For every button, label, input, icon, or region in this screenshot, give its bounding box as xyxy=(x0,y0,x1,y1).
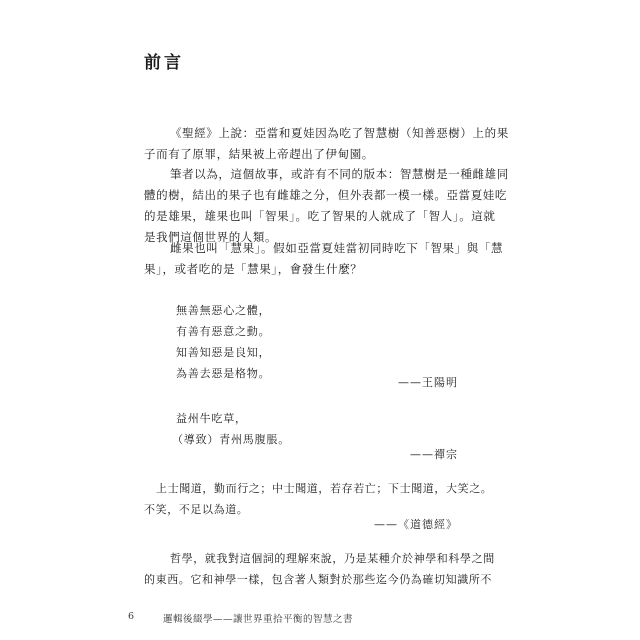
quote-line: 知善知惡是良知， xyxy=(176,346,271,359)
page-title: 前言 xyxy=(144,53,184,73)
page-number: 6 xyxy=(128,611,135,622)
paragraph-line: 筆者以為，這個故事，或許有不同的版本：智慧樹是一種雌雄同 xyxy=(170,167,509,181)
paragraph-1 xyxy=(144,123,509,165)
quote-line: 有善有惡意之動。 xyxy=(176,325,271,338)
paragraph-line: 《聖經》上說：亞當和夏娃因為吃了智慧樹（知善惡樹）上的果 xyxy=(170,126,509,140)
quote-zen xyxy=(172,408,496,450)
paragraph-line: 的東西。它和神學一樣，包含著人類對於那些迄今仍為確切知識所不 xyxy=(144,573,492,586)
quote-tao-te-ching xyxy=(144,478,496,520)
paragraph-line: 的是雄果，雄果也叫「智果」。吃了智果的人就成了「智人」。這就 xyxy=(144,209,496,223)
quote-line: 益州牛吃草， xyxy=(176,412,247,425)
quote-attribution: ——《道德經》 xyxy=(374,518,458,531)
paragraph-3 xyxy=(144,238,504,280)
paragraph-line: 果」，或者吃的是「慧果」，會發生什麼？ xyxy=(144,262,363,276)
quote-wang-yangming xyxy=(176,300,496,384)
quote-line: 無善無惡心之體， xyxy=(176,304,271,317)
quote-line: 為善去惡是格物。 xyxy=(176,367,271,380)
quote-attribution: ——禪宗 xyxy=(410,448,458,461)
quote-line: 不笑，不足以為道。 xyxy=(144,503,249,516)
paragraph-line: 是我們這個世界的人類。 xyxy=(144,230,278,244)
quote-line: 上士聞道，勤而行之；中士聞道，若存若亡；下士聞道，大笑之。 xyxy=(156,482,493,495)
quote-line: （導致）青州馬腹脹。 xyxy=(172,433,290,446)
paragraph-4 xyxy=(144,548,496,590)
running-title: 邏輯後綴學——讓世界重拾平衡的智慧之書 xyxy=(163,614,354,625)
paragraph-line: 體的樹，結出的果子也有雌雄之分，但外表都一模一樣。亞當夏娃吃 xyxy=(144,188,507,202)
paragraph-line: 雌果也叫「慧果」。假如亞當夏娃當初同時吃下「智果」與「慧 xyxy=(170,241,504,255)
paragraph-line: 子而有了原罪，結果被上帝趕出了伊甸園。 xyxy=(144,147,374,161)
quote-attribution: ——王陽明 xyxy=(398,376,458,389)
paragraph-line: 哲學，就我對這個詞的理解來說，乃是某種介於神學和科學之間 xyxy=(170,552,495,565)
